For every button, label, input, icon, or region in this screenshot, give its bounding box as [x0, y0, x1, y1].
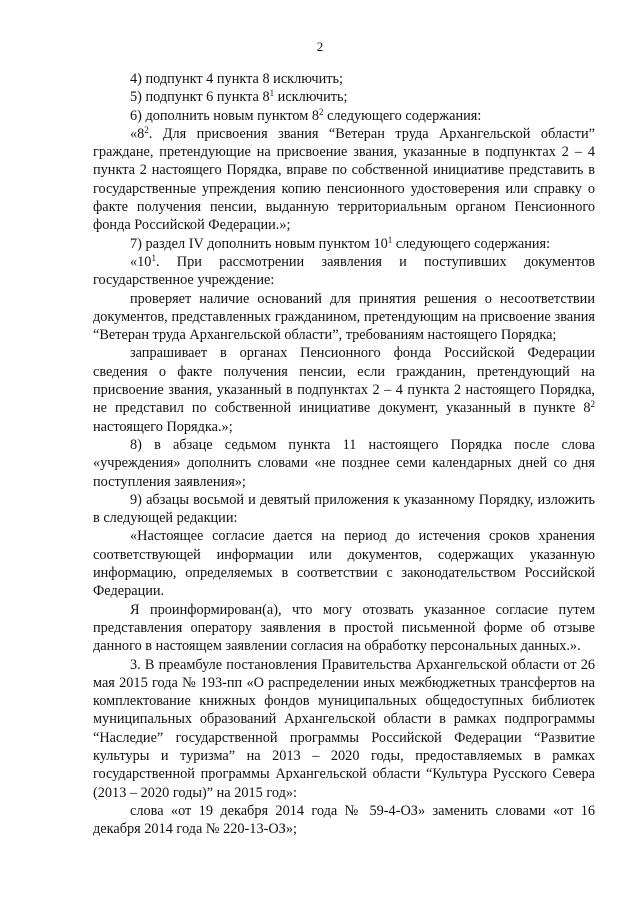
- paragraph-item-5: 5) подпункт 6 пункта $8^1$ исключить;: [130, 88, 348, 106]
- paragraph-point-10-1: «$10^1$. При рассмотрении заявления и поступивших документов государственное учреждение:: [93, 252, 595, 289]
- document-body: [93, 70, 595, 838]
- paragraph-consent-withdrawal: Я проинформирован(а), что могу отозвать указанное согласие путем представления оператору заявления в простой письменной форме об отзыве данного в настоящем заявлении согласия на обработку персональных данных.».: [93, 601, 595, 655]
- paragraph-item-7: 7) раздел IV дополнить новым пунктом $10^1$ следующего содержания:: [130, 234, 551, 252]
- paragraph-checks: проверяет наличие оснований для принятия решения о несоответствии документов, представленных гражданином, претендующим на присвоение звания “Ветеран труда Архангельской области”, требованиям настоящего Порядка;: [93, 290, 595, 344]
- paragraph-point-8-2: «$8^2$. Для присвоения звания “Ветеран труда Архангельской области” граждане, претендующие на присвоение звания, указанные в подпунктах 2 – 4 пункта 2 настоящего Порядка, вправе по собственной инициативе представить в государственные упреждения копию пенсионного удостоверения или справку о факте получения пенсии, выданную территориальным органом Пенсионного фонда Российской Федерации.»;: [93, 124, 595, 234]
- paragraph-item-9: 9) абзацы восьмой и девятый приложения к указанному Порядку, изложить в следующей редакции:: [93, 491, 595, 527]
- paragraph-replace-words: слова «от 19 декабря 2014 года № 59-4-ОЗ» заменить словами «от 16 декабря 2014 года № 220-13-ОЗ»;: [93, 802, 595, 838]
- paragraph-requests: запрашивает в органах Пенсионного фонда Российской Федерации сведения о факте получения пенсии, если гражданин, претендующий на присвоение звания, указанный в подпунктах 2 – 4 пункта 2 настоящего Порядка, не представил по собственной инициативе документ, указанный в пункте $8^2$ настоящего Порядка.»;: [93, 345, 595, 435]
- paragraph-consent-period: «Настоящее согласие дается на период до истечения сроков хранения соответствующей информации или документов, содержащих указанную информацию, определяемых в соответствии с законодательством Российской Федерации.: [93, 528, 595, 600]
- paragraph-section-3: 3. В преамбуле постановления Правительства Архангельской области от 26 мая 2015 года № 193-пп «О распределении иных межбюджетных трансфертов на комплектование книжных фондов муниципальных общедоступных библиотек муниципальных образований Архангельской области в рамках подпрограммы “Наследие” государственной программы Российской Федерации “Развитие культуры и туризма” на 2013 – 2020 годы, предоставляемых в рамках государственной программы Архангельской области “Культура Русского Севера (2013 – 2020 годы)” на 2015 год»:: [93, 656, 595, 801]
- paragraph-item-6: 6) дополнить новым пунктом $8^2$ следующего содержания:: [130, 106, 482, 124]
- paragraph-item-8: 8) в абзаце седьмом пункта 11 настоящего Порядка после слова «учреждения» дополнить словами «не позднее семи календарных дней со дня поступления заявления»;: [93, 436, 595, 490]
- paragraph-item-4: 4) подпункт 4 пункта 8 исключить;: [130, 71, 343, 87]
- page-number: 2: [316, 39, 324, 54]
